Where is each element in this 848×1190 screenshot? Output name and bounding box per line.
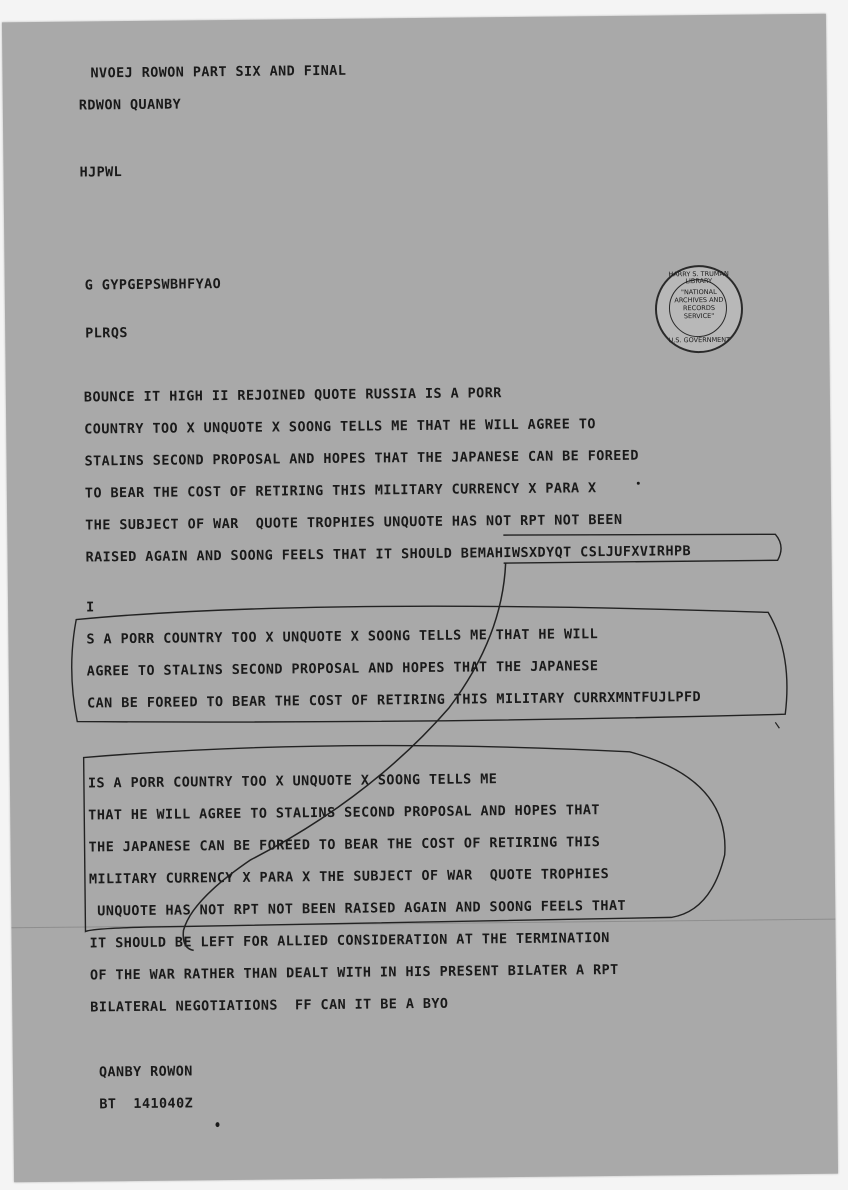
para1-line-2: COUNTRY TOO X UNQUOTE X SOONG TELLS ME THAT HE WILL AGREE TO — [84, 416, 596, 438]
header-line-5: PLRQS — [85, 325, 128, 342]
paper-fold-line — [11, 919, 835, 929]
archive-stamp — [655, 265, 744, 354]
para3-line-2: THAT HE WILL AGREE TO STALINS SECOND PROPOSAL AND HOPES THAT — [88, 802, 600, 824]
tick-mark — [775, 722, 779, 728]
para3-line-4: MILITARY CURRENCY X PARA X THE SUBJECT OF WAR QUOTE TROPHIES — [88, 866, 610, 888]
para1-line-4: TO BEAR THE COST OF RETIRING THIS MILITARY CURRENCY X PARA X — [84, 480, 597, 502]
date-time-group: BT 141040Z — [99, 1095, 194, 1113]
header-line-4: G GYPGEPSWBHFYAO — [84, 276, 222, 294]
stamp-ring-text: HARRY S. TRUMAN LIBRARY — [668, 269, 729, 286]
para3-line-6: IT SHOULD BE LEFT FOR ALLIED CONSIDERATION AT THE TERMINATION — [89, 930, 610, 952]
stamp-center-line-1: "NATIONAL — [680, 287, 717, 297]
ink-speck — [637, 482, 640, 485]
stamp-bottom-text: U.S. GOVERNMENT — [668, 335, 731, 345]
stamp-center-line-4: SERVICE" — [683, 311, 715, 321]
header-line-1: NVOEJ ROWON PART SIX AND FINAL — [90, 62, 347, 82]
para3-line-1: IS A PORR COUNTRY TOO X UNQUOTE X SOONG TELLS ME — [87, 771, 498, 792]
para2-line-2: AGREE TO STALINS SECOND PROPOSAL AND HOPES THAT THE JAPANESE — [86, 658, 599, 680]
connector-stroke-mark — [179, 563, 509, 950]
telegram-page — [2, 14, 838, 1183]
para1-line-3: STALINS SECOND PROPOSAL AND HOPES THAT THE JAPANESE CAN BE FOREED — [84, 447, 639, 470]
stamp-center-line-2: ARCHIVES AND — [674, 295, 724, 305]
para1-line-5: THE SUBJECT OF WAR QUOTE TROPHIES UNQUOTE HAS NOT RPT NOT BEEN — [85, 511, 623, 534]
header-line-3: HJPWL — [79, 164, 123, 181]
para3-line-7: OF THE WAR RATHER THAN DEALT WITH IN HIS PRESENT BILATER A RPT — [89, 961, 619, 984]
para3-line-3: THE JAPANESE CAN BE FOREED TO BEAR THE COST OF RETIRING THIS — [88, 834, 601, 856]
para3-line-5: UNQUOTE HAS NOT RPT NOT BEEN RAISED AGAIN AND SOONG FEELS THAT — [97, 897, 627, 920]
para2-line-1: S A PORR COUNTRY TOO X UNQUOTE X SOONG TELLS ME THAT HE WILL — [86, 626, 599, 648]
stamp-center-line-3: RECORDS — [682, 303, 715, 313]
para2-lead: I — [85, 599, 95, 616]
header-line-2: RDWON QUANBY — [78, 96, 182, 114]
para3-line-8: BILATERAL NEGOTIATIONS FF CAN IT BE A BYO — [90, 995, 449, 1016]
ink-speck — [215, 1122, 219, 1127]
para2-line-3: CAN BE FOREED TO BEAR THE COST OF RETIRING THIS MILITARY CURRXMNTFUJLPFD — [87, 689, 702, 712]
signoff: QANBY ROWON — [98, 1063, 193, 1081]
para1-line-6: RAISED AGAIN AND SOONG FEELS THAT IT SHOULD BEMAHIWSXDYQT CSLJUFXVIRHPB — [85, 543, 692, 566]
para1-line-1: BOUNCE IT HIGH II REJOINED QUOTE RUSSIA IS A PORR — [83, 385, 502, 406]
